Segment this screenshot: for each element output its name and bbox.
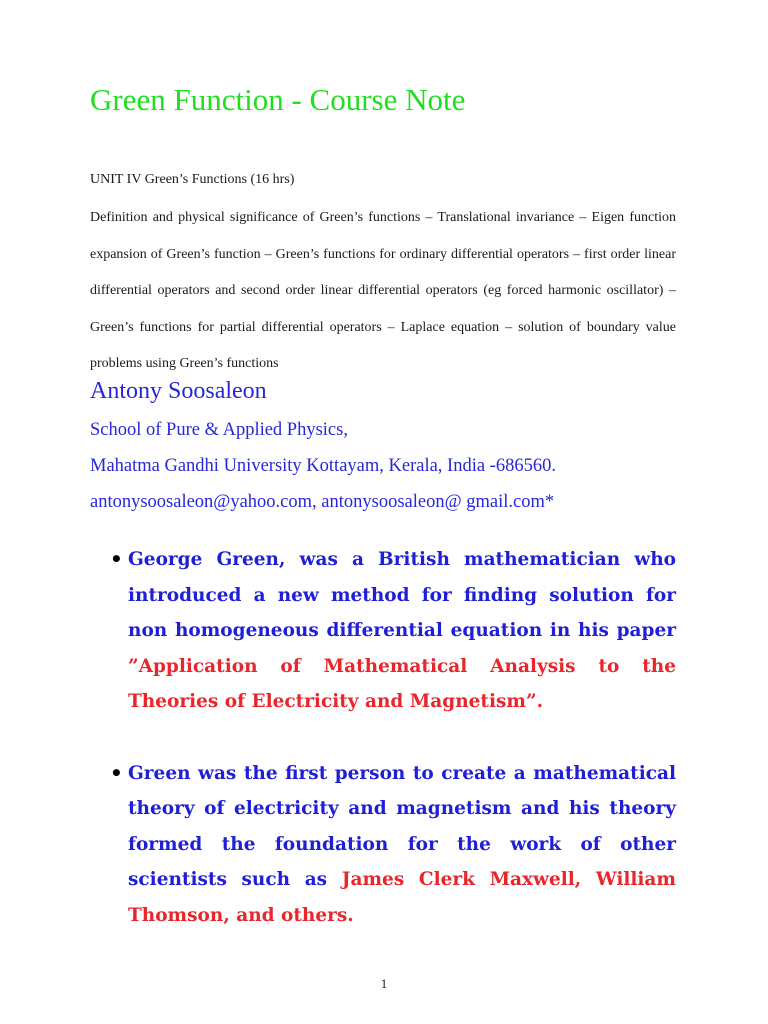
page-number: 1 — [380, 976, 388, 991]
author-affiliation-university: Mahatma Gandhi University Kottayam, Kerala, India -686560. — [90, 456, 556, 476]
author-name: Antony Soosaleon — [90, 378, 267, 404]
author-emails: antonysoosaleon@yahoo.com, antonysoosaleon@ gmail.com* — [90, 492, 555, 512]
bullet-item — [92, 756, 676, 934]
bullet-item — [92, 542, 676, 720]
bullet-text-red: ”Application of Mathematical Analysis to the Theories of Electricity and Magnetism”. — [128, 655, 676, 712]
author-affiliation-school: School of Pure & Applied Physics, — [90, 420, 348, 440]
unit-heading: UNIT IV Green’s Functions (16 hrs) — [90, 172, 295, 187]
bullet-text-red: James Clerk Maxwell, William Thomson, and others. — [128, 869, 676, 926]
bullet-text-blue: Green was the first person to create a mathematical theory of electricity and magnetism and his theory formed the foundation for the work of other scientists such as — [128, 762, 676, 890]
bullet-list — [92, 542, 676, 969]
bullet-icon: • — [110, 760, 123, 785]
document-title: Green Function - Course Note — [90, 82, 466, 117]
bullet-text-blue: George Green, was a British mathematician who introduced a new method for finding solution for non homogeneous differential equation in his paper — [128, 549, 676, 641]
bullet-icon: • — [110, 547, 123, 571]
syllabus-paragraph: Definition and physical significance of Green’s functions – Translational invariance – Eigen function expansion of Green’s function – Green’s functions for ordinary differential operators – first order linear differential operators and second order linear differential operators (eg forced harmonic oscillator) – Green’s functions for partial differential operators – Laplace equation – solution of boundary value problems using Green’s functions — [90, 210, 676, 371]
